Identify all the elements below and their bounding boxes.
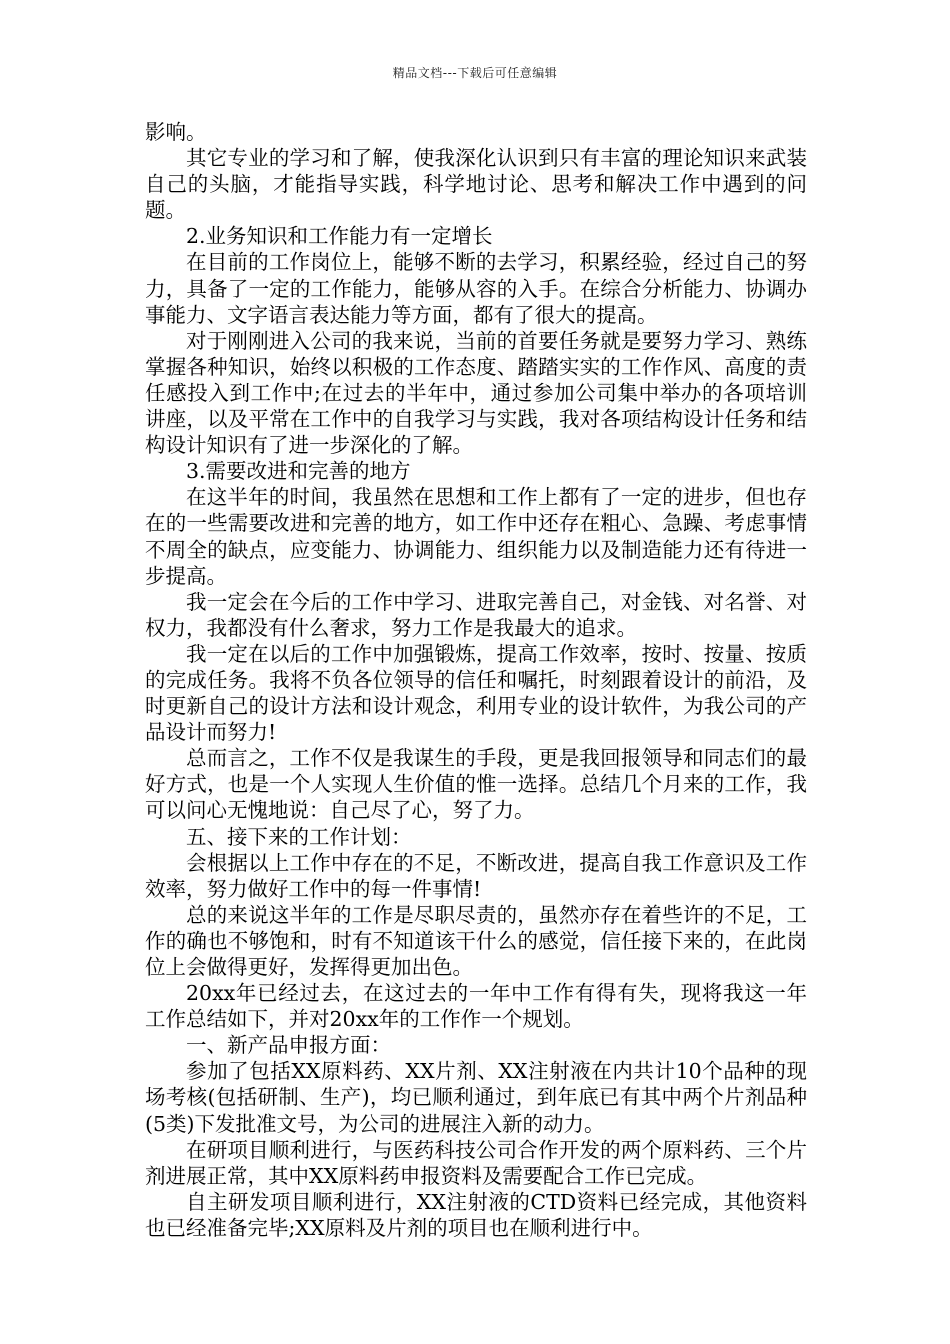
page-header: 精品文档---下载后可任意编辑 — [392, 66, 558, 80]
paragraph: 对于刚刚进入公司的我来说，当前的首要任务就是要努力学习、熟练掌握各种知识，始终以积极的工作态度、踏踏实实的工作作风、高度的责任感投入到工作中;在过去的半年中，通过参加公司集中举办的各项培训讲座，以及平常在工作中的自我学习与实践，我对各项结构设计任务和结构设计知识有了进一步深化的了解。 — [145, 328, 807, 458]
paragraph: 总的来说这半年的工作是尽职尽责的，虽然亦存在着些许的不足，工作的确也不够饱和，时有不知道该干什么的感觉，信任接下来的，在此岗位上会做得更好，发挥得更加出色。 — [145, 902, 807, 979]
paragraph: 参加了包括XX原料药、XX片剂、XX注射液在内共计10个品种的现场考核(包括研制、生产)，均已顺利通过，到年底已有其中两个片剂品种(5类)下发批准文号，为公司的进展注入新的动力。 — [145, 1059, 807, 1136]
paragraph: 在研项目顺利进行，与医药科技公司合作开发的两个原料药、三个片剂进展正常，其中XX原料药申报资料及需要配合工作已完成。 — [145, 1137, 807, 1188]
section-heading: 3.需要改进和完善的地方 — [186, 459, 411, 484]
section-heading: 2.业务知识和工作能力有一定增长 — [186, 224, 493, 249]
paragraph: 我一定在以后的工作中加强锻炼，提高工作效率，按时、按量、按质的完成任务。我将不负各位领导的信任和嘱托，时刻跟着设计的前沿，及时更新自己的设计方法和设计观念，利用专业的设计软件，为我公司的产品设计而努力! — [145, 641, 807, 745]
paragraph: 总而言之，工作不仅是我谋生的手段，更是我回报领导和同志们的最好方式，也是一个人实现人生价值的惟一选择。总结几个月来的工作，我可以问心无愧地说：自己尽了心，努了力。 — [145, 746, 807, 823]
paragraph: 影响。 — [145, 120, 207, 144]
section-heading: 一、新产品申报方面： — [186, 1033, 391, 1058]
document-body — [145, 119, 807, 1241]
paragraph: 其它专业的学习和了解，使我深化认识到只有丰富的理论知识来武装自己的头脑，才能指导实践，科学地讨论、思考和解决工作中遇到的问题。 — [145, 146, 807, 223]
paragraph: 在目前的工作岗位上，能够不断的去学习，积累经验，经过自己的努力，具备了一定的工作能力，能够从容的入手。在综合分析能力、协调办事能力、文字语言表达能力等方面，都有了很大的提高。 — [145, 250, 807, 327]
paragraph: 20xx年已经过去，在这过去的一年中工作有得有失，现将我这一年工作总结如下，并对20xx年的工作作一个规划。 — [145, 981, 807, 1032]
paragraph: 我一定会在今后的工作中学习、进取完善自己，对金钱、对名誉、对权力，我都没有什么奢求，努力工作是我最大的追求。 — [145, 589, 807, 640]
paragraph: 会根据以上工作中存在的不足，不断改进，提高自我工作意识及工作效率，努力做好工作中的每一件事情! — [145, 850, 807, 901]
paragraph: 自主研发项目顺利进行，XX注射液的CTD资料已经完成，其他资料也已经准备完毕;XX原料及片剂的项目也在顺利进行中。 — [145, 1189, 807, 1240]
section-heading: 五、接下来的工作计划： — [186, 824, 412, 849]
paragraph: 在这半年的时间，我虽然在思想和工作上都有了一定的进步，但也存在的一些需要改进和完善的地方，如工作中还存在粗心、急躁、考虑事情不周全的缺点，应变能力、协调能力、组织能力以及制造能力还有待进一步提高。 — [145, 485, 807, 588]
